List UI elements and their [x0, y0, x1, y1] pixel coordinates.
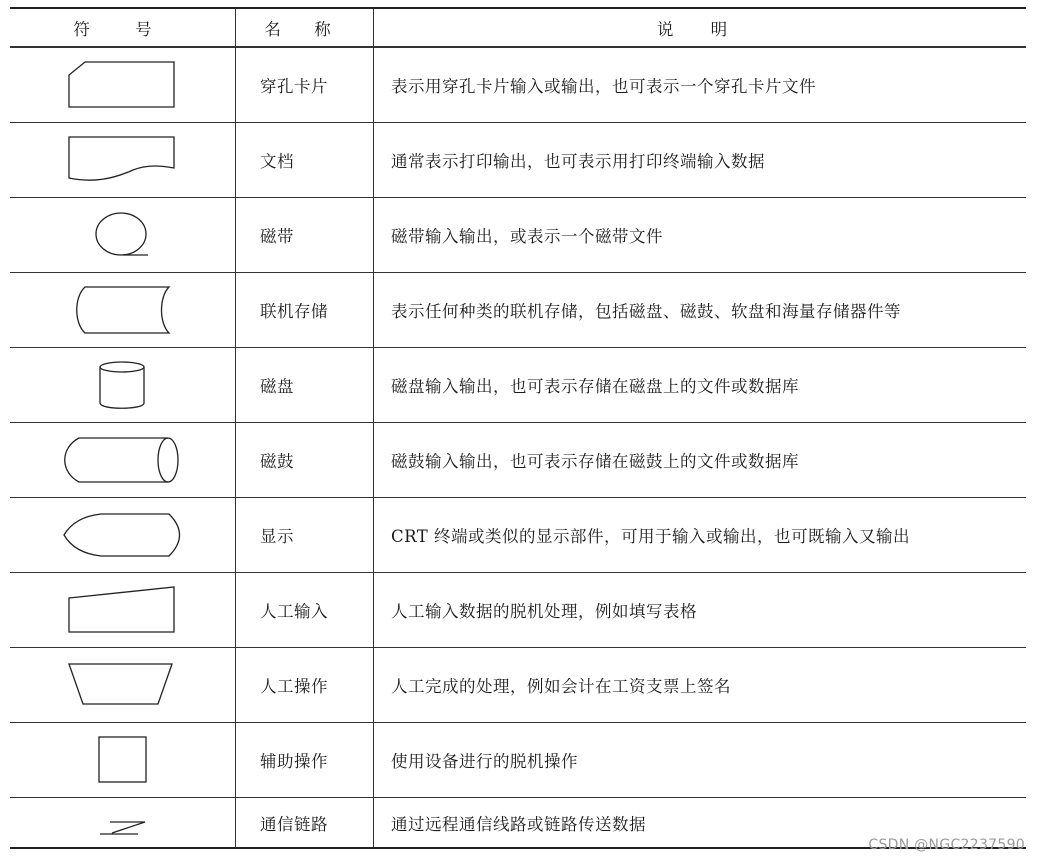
magnetic-disk-icon — [98, 360, 148, 410]
magnetic-drum-icon — [63, 436, 183, 484]
symbol-description: 磁盘输入输出，也可表示存储在磁盘上的文件或数据库 — [391, 377, 799, 396]
manual-input-icon — [68, 586, 178, 634]
symbol-name: 人工输入 — [236, 573, 374, 647]
symbol-description: 表示任何种类的联机存储，包括磁盘、磁鼓、软盘和海量存储器件等 — [391, 302, 901, 321]
table-row — [10, 648, 1026, 723]
watermark: CSDN @NGC2237590 — [868, 837, 1025, 853]
table-row — [10, 48, 1026, 123]
table-row — [10, 273, 1026, 348]
header-symbol: 符 号 — [10, 9, 236, 46]
symbol-description: 表示用穿孔卡片输入或输出，也可表示一个穿孔卡片文件 — [391, 77, 816, 96]
magnetic-tape-icon — [95, 211, 151, 259]
symbol-description: CRT 终端或类似的显示部件，可用于输入或输出，也可既输入又输出 — [391, 527, 911, 546]
table-row — [10, 198, 1026, 273]
symbol-name: 磁带 — [236, 198, 374, 272]
table-row — [10, 723, 1026, 798]
auxiliary-operation-icon — [98, 736, 148, 784]
symbol-name: 人工操作 — [236, 648, 374, 722]
symbol-name: 穿孔卡片 — [236, 48, 374, 122]
symbol-description: 通过远程通信线路或链路传送数据 — [391, 814, 646, 834]
symbol-description: 使用设备进行的脱机操作 — [391, 752, 578, 771]
header-description: 说 明 — [656, 19, 744, 39]
table-row — [10, 348, 1026, 423]
symbol-name: 显示 — [236, 498, 374, 572]
symbol-description: 人工输入数据的脱机处理，例如填写表格 — [391, 602, 697, 621]
symbol-description: 磁鼓输入输出，也可表示存储在磁鼓上的文件或数据库 — [391, 452, 799, 471]
display-icon — [63, 512, 183, 558]
symbol-description: 人工完成的处理，例如会计在工资支票上签名 — [391, 677, 731, 696]
punched-card-icon — [68, 60, 178, 110]
symbol-description: 磁带输入输出，或表示一个磁带文件 — [391, 227, 663, 246]
manual-operation-icon — [68, 663, 178, 707]
table-row — [10, 123, 1026, 198]
table-row — [10, 423, 1026, 498]
symbol-name: 通信链路 — [236, 798, 374, 847]
header-name: 名 称 — [236, 9, 374, 46]
table-row — [10, 573, 1026, 648]
table-row — [10, 498, 1026, 573]
symbol-name: 磁盘 — [236, 348, 374, 422]
communication-link-icon — [98, 821, 148, 837]
table-header-row — [10, 9, 1026, 48]
symbol-name: 磁鼓 — [236, 423, 374, 497]
symbol-name: 文档 — [236, 123, 374, 197]
symbol-name: 联机存储 — [236, 273, 374, 347]
flowchart-symbols-table — [10, 7, 1026, 849]
online-storage-icon — [73, 285, 173, 335]
symbol-name: 辅助操作 — [236, 723, 374, 797]
document-icon — [68, 135, 178, 185]
symbol-description: 通常表示打印输出，也可表示用打印终端输入数据 — [391, 152, 765, 171]
